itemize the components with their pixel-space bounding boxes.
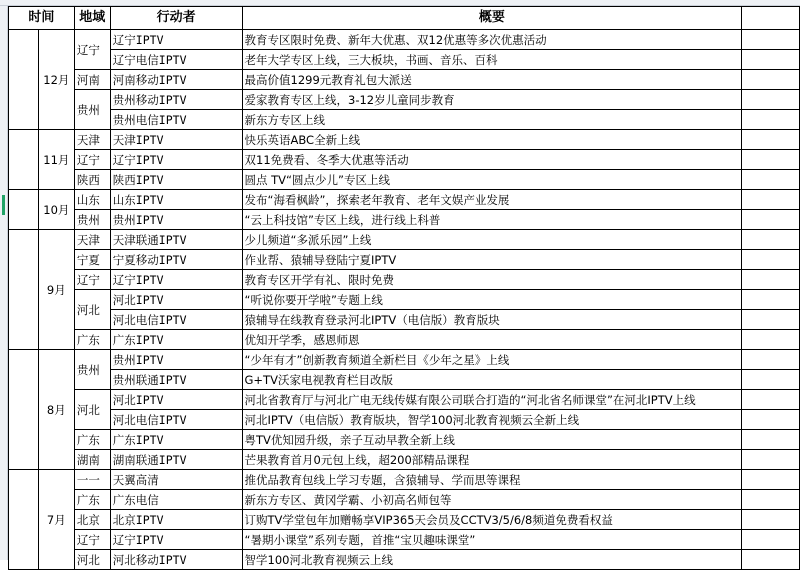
blank-cell[interactable] [9, 30, 39, 130]
region-cell[interactable]: 贵州 [74, 210, 110, 230]
summary-cell[interactable]: 教育专区限时免费、新年大优惠、双12优惠等多次优惠活动 [242, 30, 742, 50]
blank-cell[interactable] [9, 230, 39, 350]
blank-cell[interactable] [9, 130, 39, 190]
blank-cell[interactable] [742, 370, 800, 390]
summary-cell[interactable]: 芒果教育首月0元包上线，超200部精品课程 [242, 450, 742, 470]
summary-cell[interactable]: 新东方专区、黄冈学霸、小初高名师包等 [242, 490, 742, 510]
actor-cell[interactable]: 广东IPTV [110, 330, 242, 350]
summary-cell[interactable]: 新东方专区上线 [242, 110, 742, 130]
blank-cell[interactable] [742, 150, 800, 170]
actor-cell[interactable]: 天津联通IPTV [110, 230, 242, 250]
blank-cell[interactable] [742, 350, 800, 370]
summary-cell[interactable]: 少儿频道“多派乐园”上线 [242, 230, 742, 250]
table-row [9, 370, 800, 390]
region-cell[interactable]: 贵州 [74, 350, 110, 390]
region-cell[interactable]: 天津 [74, 130, 110, 150]
blank-cell[interactable] [742, 490, 800, 510]
summary-cell[interactable]: “云上科技馆”专区上线，进行线上科普 [242, 210, 742, 230]
blank-cell[interactable] [742, 390, 800, 410]
summary-cell[interactable]: 老年大学专区上线，三大板块，书画、音乐、百科 [242, 50, 742, 70]
summary-cell[interactable]: 双11免费看、冬季大优惠等活动 [242, 150, 742, 170]
actor-cell[interactable]: 河北电信IPTV [110, 310, 242, 330]
blank-cell[interactable] [742, 290, 800, 310]
table-row [9, 170, 800, 190]
blank-cell[interactable] [742, 510, 800, 530]
table-row [9, 30, 800, 50]
summary-cell[interactable]: 猿辅导在线教育登录河北IPTV（电信版）教育版块 [242, 310, 742, 330]
blank-cell[interactable] [742, 250, 800, 270]
table-row [9, 210, 800, 230]
blank-cell[interactable] [9, 350, 39, 470]
header-actor[interactable]: 行动者 [110, 7, 242, 30]
blank-cell[interactable] [742, 90, 800, 110]
table-row [9, 350, 800, 370]
selection-marker [2, 195, 5, 215]
summary-cell[interactable]: 优知开学季，感恩师恩 [242, 330, 742, 350]
table-row [9, 470, 800, 490]
summary-cell[interactable]: 发布“海看枫龄”，探索老年教育、老年文娱产业发展 [242, 190, 742, 210]
blank-cell[interactable] [742, 170, 800, 190]
region-cell[interactable]: 河北 [74, 290, 110, 330]
table-row [9, 90, 800, 110]
header-time[interactable]: 时间 [9, 7, 75, 30]
month-cell[interactable]: 10月 [38, 190, 74, 230]
actor-cell[interactable]: 河北移动IPTV [110, 550, 242, 570]
blank-cell[interactable] [9, 190, 39, 230]
month-cell[interactable]: 8月 [38, 350, 74, 470]
table-row [9, 110, 800, 130]
region-cell[interactable]: 辽宁 [74, 30, 110, 70]
region-cell[interactable]: 辽宁 [74, 270, 110, 290]
summary-cell[interactable]: “少年有才”创新教育频道全新栏目《少年之星》上线 [242, 350, 742, 370]
summary-cell[interactable]: 河北省教育厅与河北广电无线传媒有限公司联合打造的“河北省名师课堂”在河北IPTV上线 [242, 390, 742, 410]
actor-cell[interactable]: 广东电信 [110, 490, 242, 510]
blank-cell[interactable] [9, 470, 39, 570]
month-cell[interactable]: 11月 [38, 130, 74, 190]
blank-cell[interactable] [742, 190, 800, 210]
region-cell[interactable]: 辽宁 [74, 150, 110, 170]
table-row [9, 50, 800, 70]
table-row [9, 310, 800, 330]
summary-cell[interactable]: 快乐英语ABC全新上线 [242, 130, 742, 150]
summary-cell[interactable]: 订购TV学堂包年加赠畅享VIP365天会员及CCTV3/5/6/8频道免费看权益 [242, 510, 742, 530]
actor-cell[interactable]: 辽宁IPTV [110, 150, 242, 170]
actor-cell[interactable]: 辽宁电信IPTV [110, 50, 242, 70]
actor-cell[interactable]: 贵州电信IPTV [110, 110, 242, 130]
table-row [9, 130, 800, 150]
region-cell[interactable]: 一一 [74, 470, 110, 490]
summary-cell[interactable]: G+TV沃家电视教育栏目改版 [242, 370, 742, 390]
month-cell[interactable]: 12月 [38, 30, 74, 130]
month-cell[interactable]: 9月 [38, 230, 74, 350]
blank-cell[interactable] [742, 110, 800, 130]
actor-cell[interactable]: 湖南联通IPTV [110, 450, 242, 470]
table-row [9, 510, 800, 530]
blank-cell[interactable] [742, 210, 800, 230]
region-cell[interactable]: 广东 [74, 330, 110, 350]
actor-cell[interactable]: 辽宁IPTV [110, 30, 242, 50]
table-row [9, 410, 800, 430]
blank-cell[interactable] [742, 70, 800, 90]
actor-cell[interactable]: 河北电信IPTV [110, 410, 242, 430]
table-row [9, 150, 800, 170]
summary-cell[interactable]: “听说你要开学啦”专题上线 [242, 290, 742, 310]
blank-cell[interactable] [742, 530, 800, 550]
actor-cell[interactable]: 山东IPTV [110, 190, 242, 210]
table-row [9, 530, 800, 550]
blank-cell[interactable] [742, 330, 800, 350]
table-row [9, 250, 800, 270]
blank-cell[interactable] [742, 450, 800, 470]
header-row [9, 7, 800, 30]
actor-cell[interactable]: 河北IPTV [110, 390, 242, 410]
summary-cell[interactable]: 最高价值1299元教育礼包大派送 [242, 70, 742, 90]
summary-cell[interactable]: 教育专区开学有礼、限时免费 [242, 270, 742, 290]
blank-cell[interactable] [742, 230, 800, 250]
summary-cell[interactable]: 粤TV优知园升级，亲子互动早教全新上线 [242, 430, 742, 450]
region-cell[interactable]: 陕西 [74, 170, 110, 190]
table-row [9, 390, 800, 410]
blank-cell[interactable] [742, 130, 800, 150]
region-cell[interactable]: 湖南 [74, 450, 110, 470]
table-row [9, 330, 800, 350]
table-row [9, 190, 800, 210]
blank-cell[interactable] [742, 50, 800, 70]
actor-cell[interactable]: 辽宁IPTV [110, 270, 242, 290]
actor-cell[interactable]: 北京IPTV [110, 510, 242, 530]
table-row [9, 70, 800, 90]
summary-cell[interactable]: 作业帮、猿辅导登陆宁夏IPTV [242, 250, 742, 270]
table-row [9, 450, 800, 470]
actor-cell[interactable]: 贵州移动IPTV [110, 90, 242, 110]
region-cell[interactable]: 北京 [74, 510, 110, 530]
actor-cell[interactable]: 贵州联通IPTV [110, 370, 242, 390]
blank-cell[interactable] [742, 310, 800, 330]
actor-cell[interactable]: 河南移动IPTV [110, 70, 242, 90]
header-region[interactable]: 地域 [74, 7, 110, 30]
actor-cell[interactable]: 宁夏移动IPTV [110, 250, 242, 270]
region-cell[interactable]: 天津 [74, 230, 110, 250]
row-gutter [0, 6, 8, 560]
region-cell[interactable]: 贵州 [74, 90, 110, 130]
actor-cell[interactable]: 广东IPTV [110, 430, 242, 450]
table-row [9, 230, 800, 250]
summary-cell[interactable]: 智学100河北教育视频云上线 [242, 550, 742, 570]
region-cell[interactable]: 广东 [74, 430, 110, 450]
education-activity-table [8, 6, 800, 570]
region-cell[interactable]: 广东 [74, 490, 110, 510]
actor-cell[interactable]: 天翼高清 [110, 470, 242, 490]
table-row [9, 430, 800, 450]
header-blank[interactable] [742, 7, 800, 30]
table-row [9, 490, 800, 510]
summary-cell[interactable]: 圆点 TV“圆点少儿”专区上线 [242, 170, 742, 190]
summary-cell[interactable]: 河北IPTV（电信版）教育版块，智学100河北教育视频云全新上线 [242, 410, 742, 430]
actor-cell[interactable]: 天津IPTV [110, 130, 242, 150]
summary-cell[interactable]: 推优品教育包线上学习专题，含猿辅导、学而思等课程 [242, 470, 742, 490]
summary-cell[interactable]: “暑期小课堂”系列专题，首推“宝贝趣味课堂” [242, 530, 742, 550]
region-cell[interactable]: 河北 [74, 550, 110, 570]
table-row [9, 270, 800, 290]
actor-cell[interactable]: 辽宁IPTV [110, 530, 242, 550]
actor-cell[interactable]: 贵州IPTV [110, 210, 242, 230]
table-row [9, 290, 800, 310]
region-cell[interactable]: 辽宁 [74, 530, 110, 550]
actor-cell[interactable]: 陕西IPTV [110, 170, 242, 190]
actor-cell[interactable]: 贵州IPTV [110, 350, 242, 370]
blank-cell[interactable] [742, 270, 800, 290]
summary-cell[interactable]: 爱家教育专区上线，3-12岁儿童同步教育 [242, 90, 742, 110]
blank-cell[interactable] [742, 470, 800, 490]
blank-cell[interactable] [742, 30, 800, 50]
actor-cell[interactable]: 河北IPTV [110, 290, 242, 310]
region-cell[interactable]: 河北 [74, 390, 110, 430]
month-cell[interactable]: 7月 [38, 470, 74, 570]
blank-cell[interactable] [742, 430, 800, 450]
region-cell[interactable]: 宁夏 [74, 250, 110, 270]
region-cell[interactable]: 河南 [74, 70, 110, 90]
header-summary[interactable]: 概要 [242, 7, 742, 30]
region-cell[interactable]: 山东 [74, 190, 110, 210]
blank-cell[interactable] [742, 410, 800, 430]
